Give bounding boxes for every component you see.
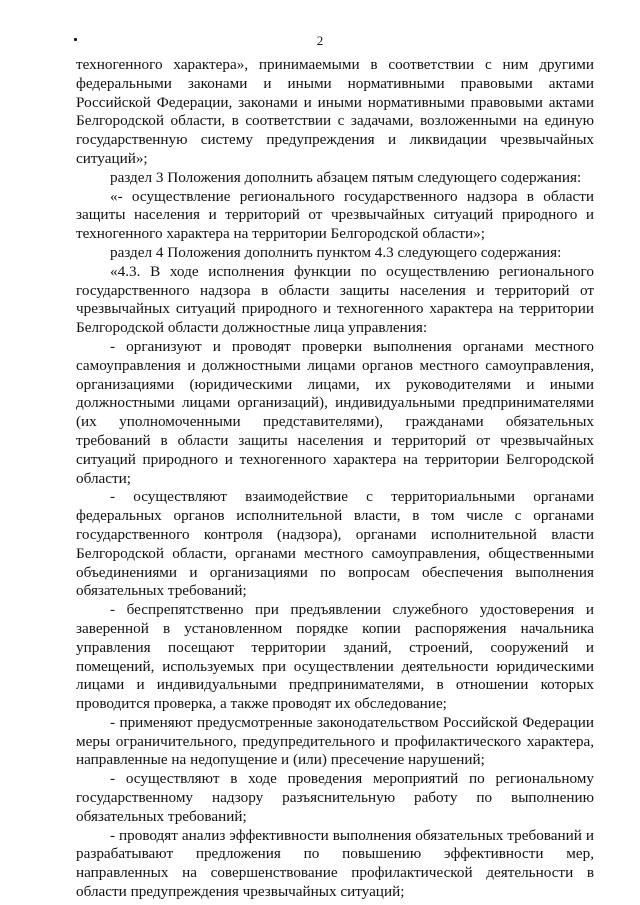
paragraph: - применяют предусмотренные законодательством Российской Федерации меры ограничительного, предупредительного и профилактического характера, направленные на недопущение и (или) пресечение нарушений; bbox=[76, 713, 594, 769]
paragraph: техногенного характера», принимаемыми в соответствии с ним другими федеральными законами и иными нормативными правовыми актами Российской Федерации, законами и иными нормативными правовыми актами Белгородской области, в соответствии с задачами, возложенными на единую государственную систему предупреждения и ликвидации чрезвычайных ситуаций»; bbox=[76, 56, 594, 167]
paragraph: «- осуществление регионального государственного надзора в области защиты населения и территорий от чрезвычайных ситуаций природного и техногенного характера на территории Белгородской области»; bbox=[76, 187, 594, 243]
paragraph: - осуществляют взаимодействие с территориальными органами федеральных органов исполнительной власти, в том числе с органами государственного контроля (надзора), органами исполнительной власти Белгородской области, органами местного самоуправления, общественными объединениями и организациями по вопросам обеспечения выполнения обязательных требований; bbox=[76, 488, 594, 600]
paragraph: «4.3. В ходе исполнения функции по осуществлению регионального государственного надзора в области защиты населения и территорий от чрезвычайных ситуаций природного и техногенного характера на территории Белгородской области должностные лица управления: bbox=[76, 262, 594, 337]
paragraph: раздел 3 Положения дополнить абзацем пятым следующего содержания: bbox=[110, 168, 582, 186]
paragraph: - осуществляют в ходе проведения мероприятий по региональному государственному надзору разъяснительную работу по выполнению обязательных требований; bbox=[76, 770, 594, 825]
paragraph: - организуют и проводят проверки выполнения органами местного самоуправления и должностными лицами органов местного самоуправления, организациями (юридическими лицами, их руководителями и иными должностными лицами организаций), индивидуальными предпринимателями (их уполномоченными представителями), гражданами обязательных требований в области защиты населения и территорий от чрезвычайных ситуаций природного и техногенного характера на территории Белгородской области; bbox=[76, 337, 594, 487]
paragraph: раздел 4 Положения дополнить пунктом 4.3 следующего содержания: bbox=[110, 243, 562, 261]
paragraph: - беспрепятственно при предъявлении служебного удостоверения и заверенной в установленном порядке копии распоряжения начальника управления посещают территории зданий, строений, сооружений и помещений, используемых при осуществлении деятельности юридическими лицами и индивидуальными предпринимателями, в отношении которых проводится проверка, а также проводят их обследование; bbox=[76, 601, 594, 713]
paragraph: - проводят анализ эффективности выполнения обязательных требований и разрабатывают предложения по повышению эффективности мер, направленных на совершенствование профилактической деятельности в области предупреждения чрезвычайных ситуаций; bbox=[76, 826, 594, 901]
page-number: 2 bbox=[316, 33, 324, 48]
document-body bbox=[76, 56, 594, 902]
